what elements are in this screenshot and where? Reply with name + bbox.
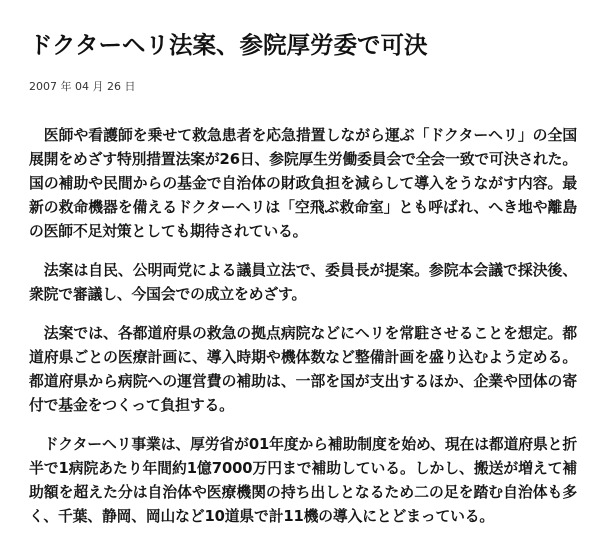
article-paragraph: 法案では、各都道府県の救急の拠点病院などにヘリを常駐させることを想定。都道府県ごとの医療計画に、導入時期や機体数など整備計画を盛り込むよう定める。都道府県から病院への運営費の補助は、一部を国が支出するほか、企業や団体の寄付で基金をつくって負担する。: [29, 325, 577, 414]
article-date: 2007 年 04 月 26 日: [29, 80, 136, 93]
article-body: [29, 124, 577, 544]
article-headline: ドクターヘリ法案、参院厚労委で可決: [29, 31, 428, 59]
article-paragraph: 法案は自民、公明両党による議員立法で、委員長が提案。参院本会議で採決後、衆院で審議し、今国会での成立をめざす。: [29, 262, 577, 303]
article-paragraph: ドクターヘリ事業は、厚労省が01年度から補助制度を始め、現在は都道府県と折半で1病院あたり年間約1億7000万円まで補助している。しかし、搬送が増えて補助額を超えた分は自治体や医療機関の持ち出しとなるため二の足を踏む自治体も多く、千葉、静岡、岡山など10道県で計11機の導入にとどまっている。: [29, 436, 577, 525]
article-paragraph: 医師や看護師を乗せて救急患者を応急措置しながら運ぶ「ドクターヘリ」の全国展開をめざす特別措置法案が26日、参院厚生労働委員会で全会一致で可決された。国の補助や民間からの基金で自治体の財政負担を減らして導入をうながす内容。最新の救命機器を備えるドクターヘリは「空飛ぶ救命室」とも呼ばれ、へき地や離島の医師不足対策としても期待されている。: [29, 127, 577, 240]
